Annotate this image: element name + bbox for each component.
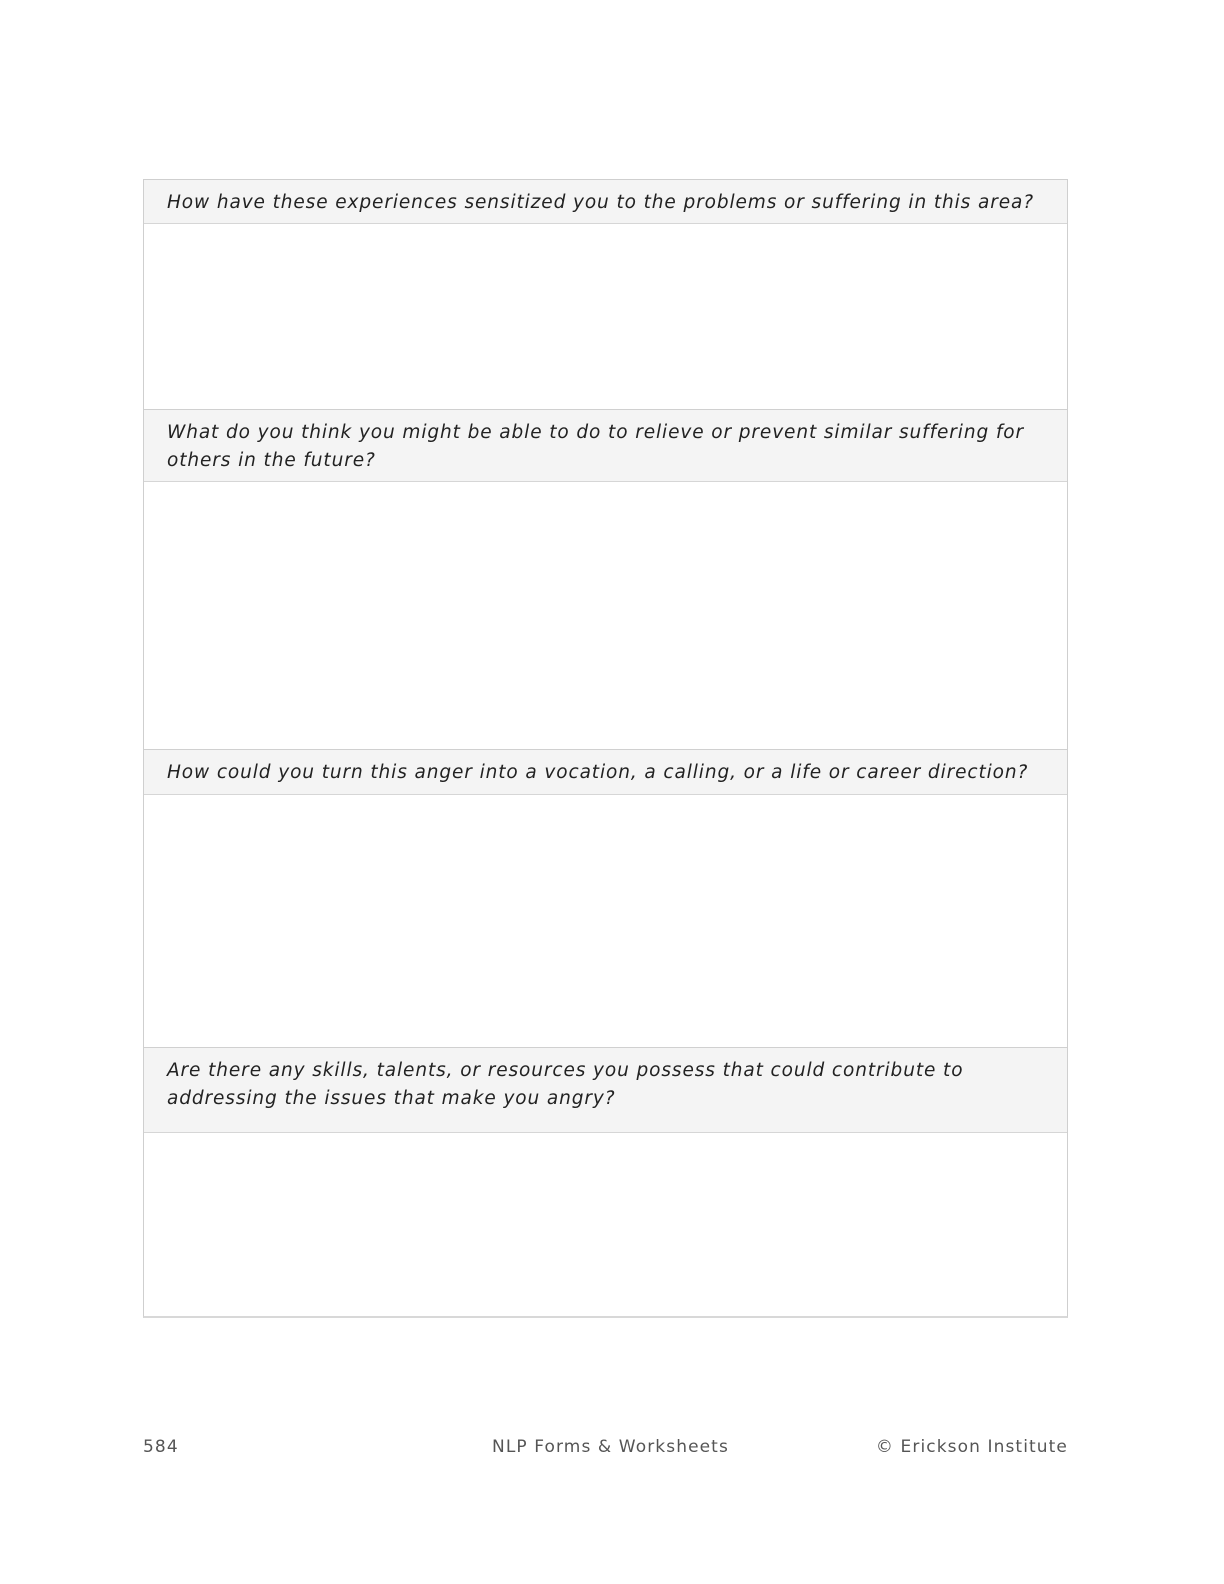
footer-copyright: © Erickson Institute bbox=[875, 1437, 1068, 1457]
answer-box-3[interactable] bbox=[144, 795, 1067, 1048]
question-2: What do you think you might be able to do to relieve or prevent similar suffering for others in the future? bbox=[144, 410, 1067, 482]
worksheet-form bbox=[143, 179, 1068, 1318]
footer-title: NLP Forms & Worksheets bbox=[492, 1437, 729, 1457]
answer-box-4[interactable] bbox=[144, 1133, 1067, 1316]
question-4: Are there any skills, talents, or resources you possess that could contribute to addressing the issues that make you angry? bbox=[144, 1048, 1067, 1133]
question-3: How could you turn this anger into a vocation, a calling, or a life or career direction? bbox=[144, 750, 1067, 795]
question-1: How have these experiences sensitized you to the problems or suffering in this area? bbox=[144, 180, 1067, 224]
answer-box-1[interactable] bbox=[144, 224, 1067, 410]
answer-box-2[interactable] bbox=[144, 482, 1067, 750]
page-number: 584 bbox=[143, 1437, 179, 1457]
